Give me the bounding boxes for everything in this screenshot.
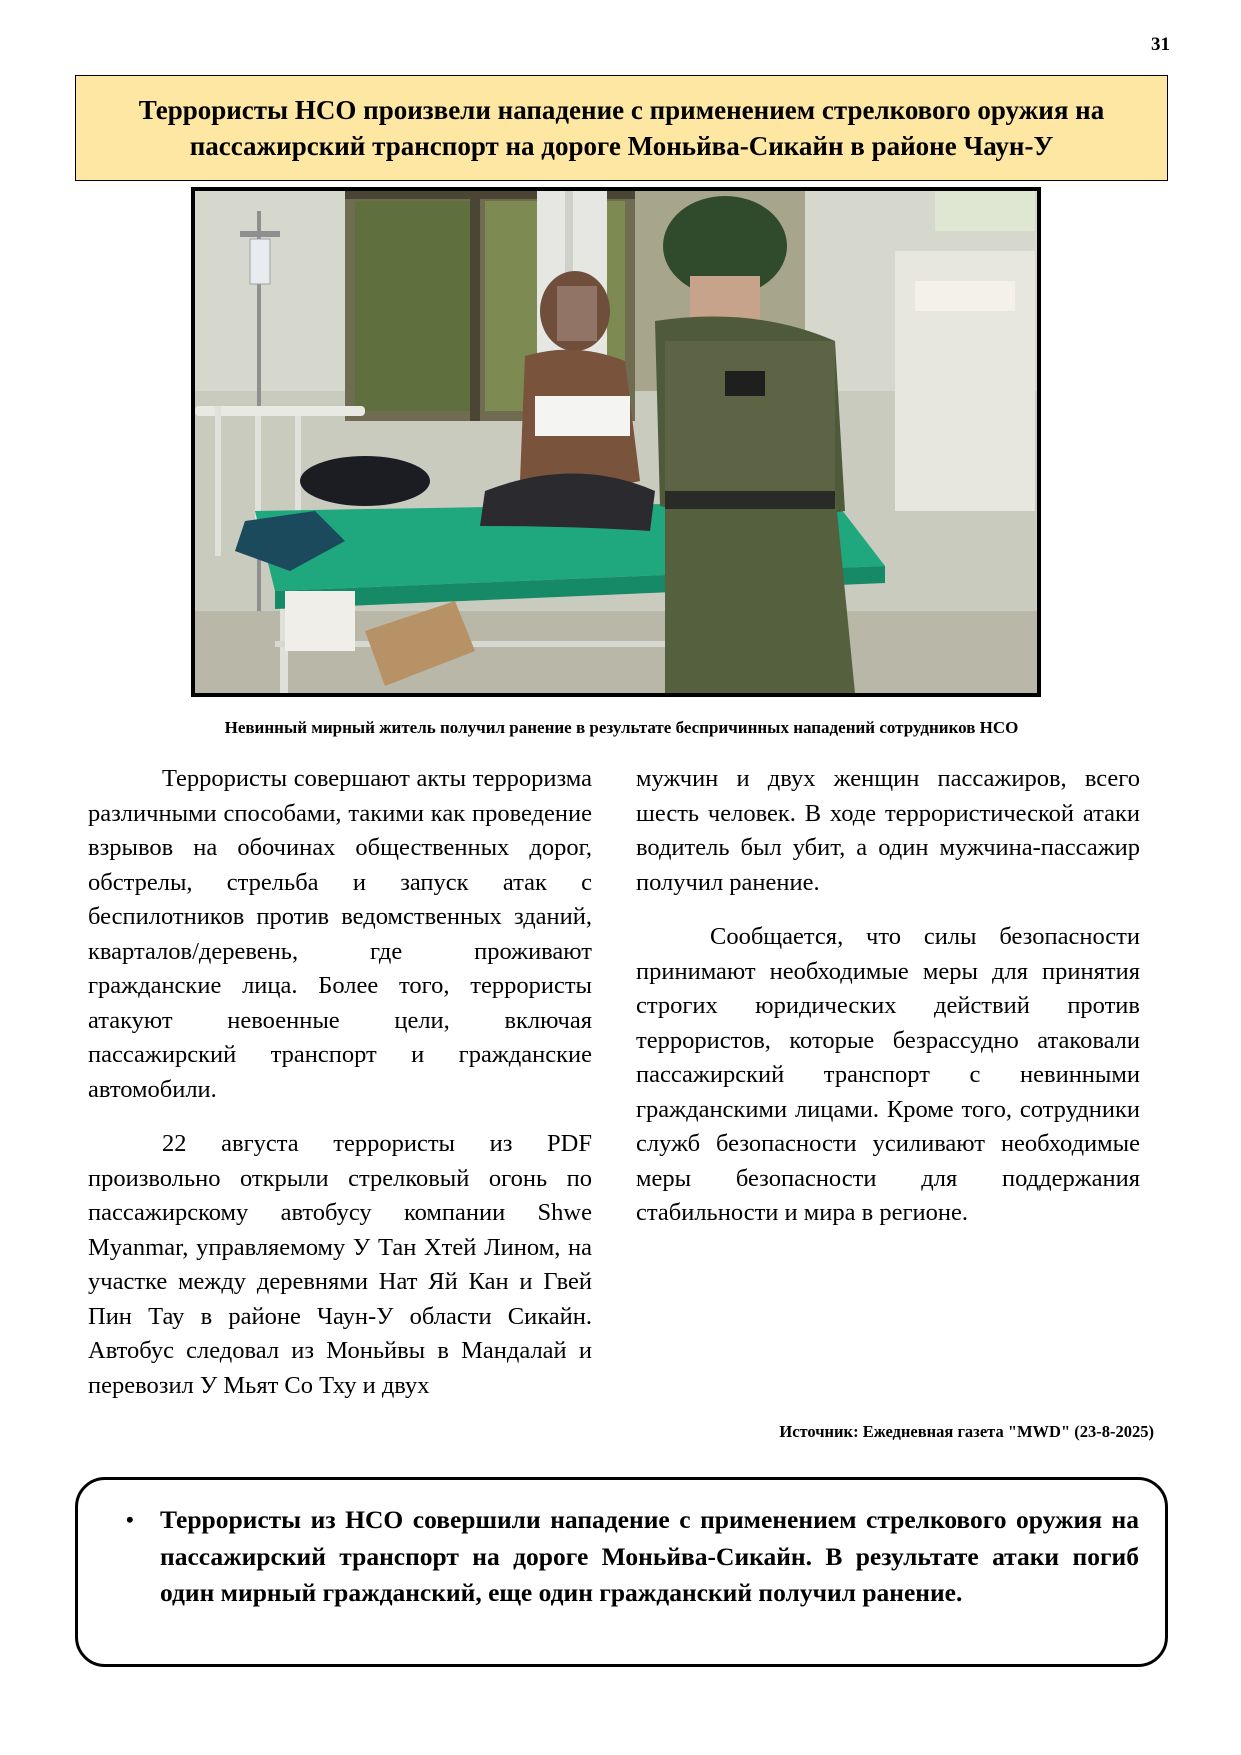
summary-item	[126, 1502, 1139, 1612]
title-box	[75, 75, 1168, 181]
article-left-column	[88, 762, 592, 1403]
summary-list	[128, 1502, 1139, 1612]
photo-caption: Невинный мирный житель получил ранение в результате беспричинных нападений сотрудников НСО	[224, 718, 1019, 737]
source-note: Источник: Ежедневная газета "MWD" (23-8-2025)	[779, 1422, 1154, 1441]
page-number: 31	[1151, 34, 1170, 55]
paragraph: 22 августа террористы из PDF произвольно открыли стрелковый огонь по пассажирскому автобусу компании Shwe Myanmar, управляемому У Тан Хтей Лином, на участке между деревнями Нат Яй Кан и Гвей Пин Тау в районе Чаун-У области Сикайн. Автобус следовал из Моньйвы в Мандалай и перевозил У Мьят Со Тху и двух	[88, 1130, 592, 1399]
paragraph: мужчин и двух женщин пассажиров, всего шесть человек. В ходе террористической атаки водитель был убит, а один мужчина-пассажир получил ранение.	[636, 765, 1140, 896]
article-right-column	[636, 762, 1140, 1231]
paragraph: Террористы совершают акты терроризма различными способами, такими как проведение взрывов на обочинах общественных дорог, обстрелы, стрельба и запуск атак с беспилотников против ведомственных зданий, кварталов/деревень, где проживают гражданские лица. Более того, террористы атакуют невоенные цели, включая пассажирский транспорт и гражданские автомобили.	[88, 765, 592, 1103]
summary-text: Террористы из НСО совершили нападение с применением стрелкового оружия на пассажирский транспорт на дороге Моньйва-Сикайн. В результате атаки погиб один мирный гражданский, еще один гражданский получил ранение.	[160, 1505, 1139, 1607]
bullet-icon: •	[126, 1507, 134, 1532]
news-photo	[191, 187, 1041, 697]
paragraph: Сообщается, что силы безопасности принимают необходимые меры для принятия строгих юридических действий против террористов, которые безрассудно атаковали пассажирский транспорт с невинными гражданскими лицами. Кроме того, сотрудники служб безопасности усиливают необходимые меры безопасности для поддержания стабильности и мира в регионе.	[636, 923, 1140, 1226]
summary-box	[75, 1477, 1168, 1667]
page-title: Террористы НСО произвели нападение с применением стрелкового оружия на пассажирский транспорт на дороге Моньйва-Сикайн в районе Чаун-У	[138, 95, 1105, 161]
hospital-scene-photo-icon	[195, 191, 1037, 693]
